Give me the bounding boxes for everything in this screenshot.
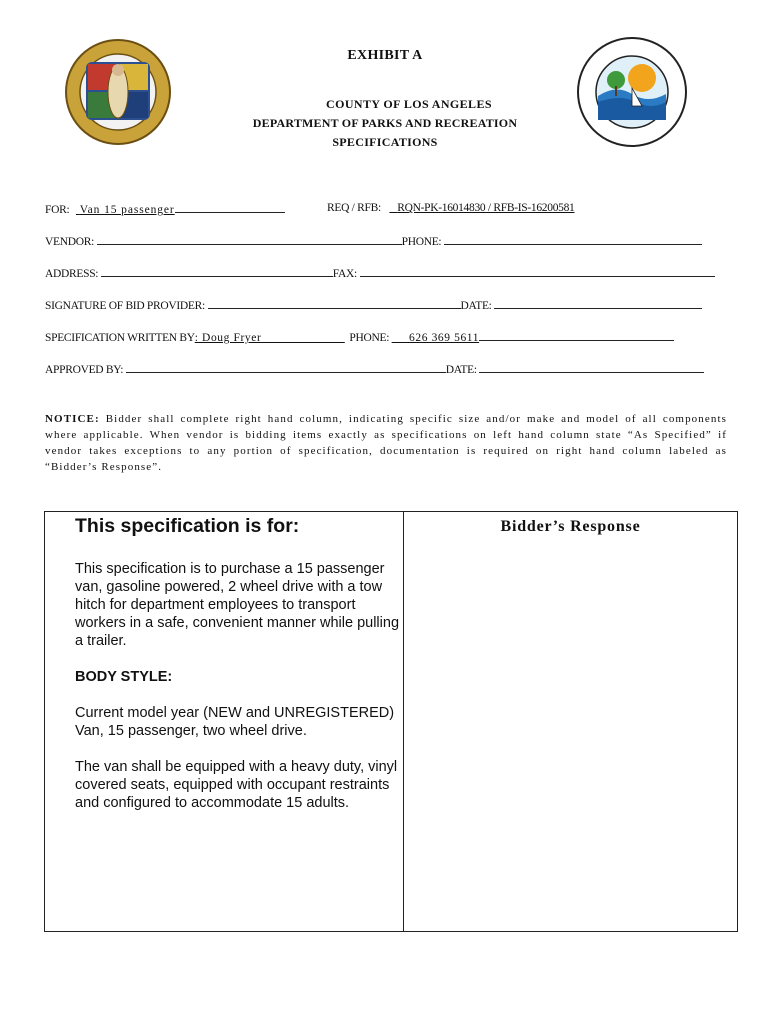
- department-heading: DEPARTMENT OF PARKS AND RECREATION: [252, 116, 518, 130]
- phone2-line[interactable]: [479, 330, 674, 341]
- approved-input[interactable]: [126, 362, 446, 373]
- signature-label: SIGNATURE OF BID PROVIDER:: [45, 300, 205, 312]
- county-heading: COUNTY OF LOS ANGELES: [326, 97, 492, 111]
- address-label: ADDRESS:: [45, 268, 99, 280]
- table-divider: [403, 512, 404, 931]
- bidders-response-area[interactable]: [405, 546, 735, 926]
- spec-intro: This specification is to purchase a 15 passenger van, gasoline powered, 2 wheel drive with a tow hitch for department employees to transport workers in a safe, convenient manner while pulling a trailer.: [75, 561, 400, 649]
- date-label: DATE:: [460, 300, 492, 312]
- for-row: [45, 202, 285, 216]
- specifications-heading: SPECIFICATIONS: [332, 135, 438, 149]
- for-line[interactable]: [175, 202, 285, 213]
- vendor-label: VENDOR:: [45, 236, 95, 248]
- notice-paragraph: [45, 411, 727, 475]
- req-value[interactable]: RQN-PK-16014830 / RFB-IS-16200581: [397, 202, 575, 214]
- req-row: [327, 202, 575, 214]
- phone2-label: PHONE:: [349, 332, 390, 344]
- signature-row: [45, 298, 702, 312]
- address-row: [45, 266, 715, 280]
- bidders-response-heading: Bidder’s Response: [500, 518, 641, 535]
- address-input[interactable]: [101, 266, 333, 277]
- phone-input[interactable]: [444, 234, 702, 245]
- spec-written-label: SPECIFICATION WRITTEN BY: [45, 332, 195, 344]
- vendor-input[interactable]: [97, 234, 402, 245]
- date-input[interactable]: [494, 298, 702, 309]
- seats-text: The van shall be equipped with a heavy duty, vinyl covered seats, equipped with occupant restraints and configured to accommodate 15 adults.: [75, 759, 398, 811]
- phone2-value[interactable]: 626 369 5611: [409, 332, 480, 344]
- date2-input[interactable]: [479, 362, 704, 373]
- spec-heading: This specification is for:: [75, 515, 300, 537]
- phone-label: PHONE:: [401, 236, 442, 248]
- notice-label: NOTICE:: [45, 413, 100, 425]
- for-label: FOR:: [45, 204, 70, 216]
- body-style-heading: BODY STYLE:: [75, 669, 173, 685]
- spec-written-value[interactable]: : Doug Fryer: [194, 332, 262, 344]
- body-style-text: Current model year (NEW and UNREGISTERED) Van, 15 passenger, two wheel drive.: [75, 705, 395, 739]
- signature-input[interactable]: [208, 298, 461, 309]
- date2-label: DATE:: [445, 364, 477, 376]
- notice-text: Bidder shall complete right hand column, indicating specific size and/or make and model of all components where applicable. When vendor is bidding items exactly as specifications on left hand column state “As Specified” if vendor takes exceptions to any portion of specification, documentation is required on right hand column labeled as “Bidder’s Response”.: [45, 413, 727, 473]
- for-value[interactable]: Van 15 passenger: [79, 204, 175, 216]
- exhibit-title: EXHIBIT A: [347, 48, 423, 63]
- fax-label: FAX:: [332, 268, 357, 280]
- approved-row: [45, 362, 704, 376]
- req-label: REQ / RFB:: [327, 202, 381, 214]
- specification-table: [44, 511, 738, 932]
- vendor-row: [45, 234, 702, 248]
- spec-left-column: [75, 512, 400, 830]
- spec-written-row: [45, 330, 674, 344]
- approved-label: APPROVED BY:: [45, 364, 124, 376]
- fax-input[interactable]: [360, 266, 715, 277]
